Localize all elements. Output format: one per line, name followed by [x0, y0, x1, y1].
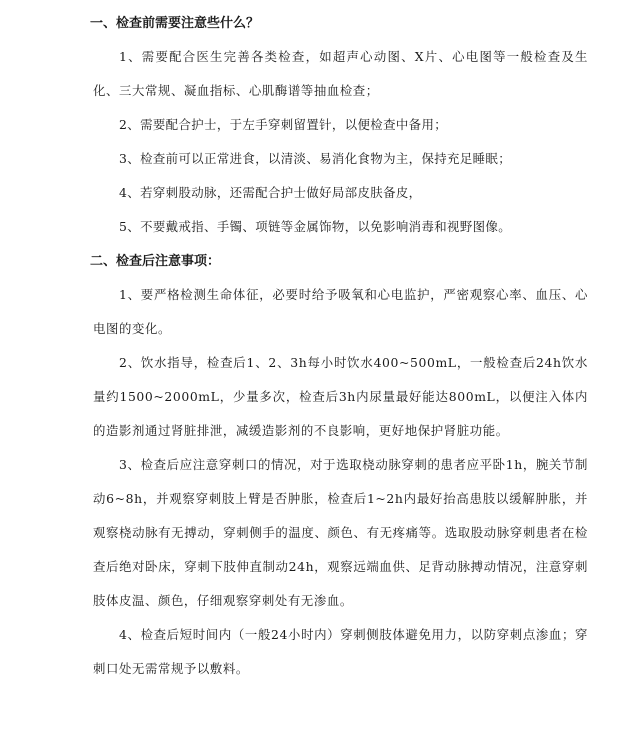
section-1-item-1: 1、需要配合医生完善各类检查，如超声心动图、X片、心电图等一般检查及生化、三大常规、凝血指标、心肌酶谱等抽血检查；: [93, 49, 588, 98]
section-1-heading: 一、检查前需要注意些什么？: [90, 16, 260, 31]
section-2-item-3: 3、检查后应注意穿刺口的情况，对于选取桡动脉穿刺的患者应平卧1h，腕关节制动6~8h，并观察穿刺肢上臂是否肿胀，检查后1~2h内最好抬高患肢以缓解肿胀，并观察桡动脉有无搏动，穿刺侧手的温度、颜色、有无疼痛等。选取股动脉穿刺患者在检查后绝对卧床，穿刺下肢伸直制动24h，观察远端血供、足背动脉搏动情况，注意穿刺肢体皮温、颜色，仔细观察穿刺处有无渗血。: [93, 457, 588, 608]
section-2-item-1: 1、要严格检测生命体征，必要时给予吸氧和心电监护，严密观察心率、血压、心电图的变化。: [93, 287, 588, 336]
section-2-item-2: 2、饮水指导，检查后1、2、3h每小时饮水400~500mL，一般检查后24h饮水量约1500~2000mL，少量多次，检查后3h内尿量最好能达800mL，以便注入体内的造影剂通过肾脏排泄，减缓造影剂的不良影响，更好地保护肾脏功能。: [93, 355, 588, 438]
section-2-heading: 二、检查后注意事项：: [90, 254, 221, 269]
section-1-item-3: 3、检查前可以正常进食，以清淡、易消化食物为主，保持充足睡眠；: [119, 151, 512, 166]
section-1-item-4: 4、若穿刺股动脉，还需配合护士做好局部皮肤备皮，: [119, 185, 422, 200]
section-2-item-4: 4、检查后短时间内（一般24小时内）穿刺侧肢体避免用力，以防穿刺点渗血；穿刺口处无需常规予以敷料。: [93, 627, 588, 676]
section-1-item-5: 5、不要戴戒指、手镯、项链等金属饰物，以免影响消毒和视野图像。: [119, 219, 512, 234]
section-1-item-2: 2、需要配合护士，于左手穿刺留置针，以便检查中备用；: [119, 117, 448, 132]
